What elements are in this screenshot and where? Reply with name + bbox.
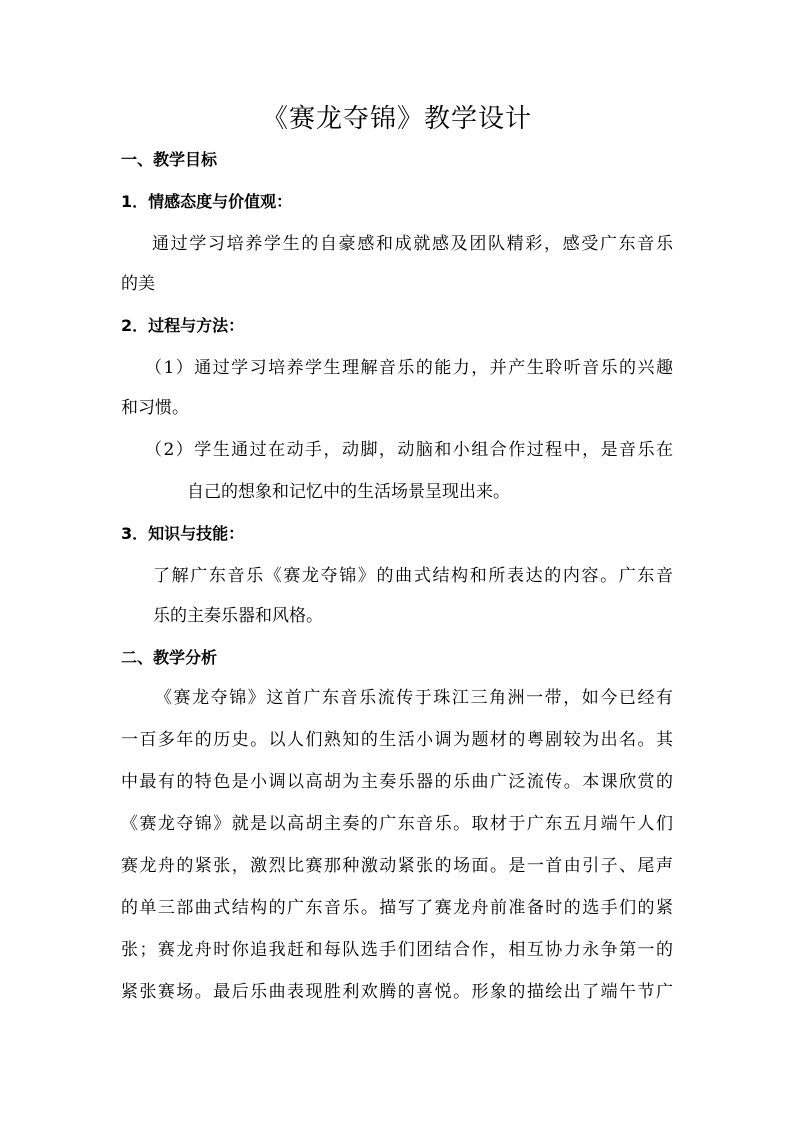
item-heading-attitude: 1．情感态度与价值观： [121, 192, 293, 211]
paragraph-line: 了解广东音乐《赛龙夺锦》的曲式结构和所表达的内容。广东音 [153, 566, 673, 586]
paragraph-line: 的单三部曲式结构的广东音乐。描写了赛龙舟前准备时的选手们的紧 [121, 898, 673, 918]
paragraph-line: 赛龙舟的紧张，激烈比赛那种激动紧张的场面。是一首由引子、尾声 [121, 856, 673, 876]
paragraph-line: 通过学习培养学生的自豪感和成就感及团队精彩，感受广东音乐 [152, 234, 673, 254]
paragraph-line: 自己的想象和记忆中的生活场景呈现出来。 [187, 482, 510, 502]
paragraph-line: 张；赛龙舟时你追我赶和每队选手们团结合作，相互协力永争第一的 [121, 940, 673, 960]
paragraph-line: （1）通过学习培养学生理解音乐的能力，并产生聆听音乐的兴趣 [145, 358, 673, 378]
paragraph-line: 中最有的特色是小调以高胡为主奏乐器的乐曲广泛流传。本课欣赏的 [121, 772, 673, 792]
section-heading-analysis: 二、教学分析 [121, 648, 218, 667]
paragraph-line: 一百多年的历史。以人们熟知的生活小调为题材的粤剧较为出名。其 [121, 730, 673, 750]
page-title: 《赛龙夺锦》教学设计 [261, 104, 532, 134]
paragraph-line: 《赛龙夺锦》就是以高胡主奏的广东音乐。取材于广东五月端午人们 [121, 814, 673, 834]
paragraph-line: 的美 [121, 274, 155, 294]
paragraph-line: 和习惯。 [121, 398, 189, 418]
item-heading-knowledge: 3．知识与技能： [121, 524, 245, 543]
paragraph-line: 紧张赛场。最后乐曲表现胜利欢腾的喜悦。形象的描绘出了端午节广 [121, 982, 673, 1002]
item-heading-process: 2．过程与方法： [121, 316, 245, 335]
paragraph-line: 《赛龙夺锦》这首广东音乐流传于珠江三角洲一带，如今已经有 [155, 688, 673, 708]
section-heading-objectives: 一、教学目标 [121, 150, 218, 169]
paragraph-line: （2）学生通过在动手，动脚，动脑和小组合作过程中，是音乐在 [145, 440, 673, 460]
paragraph-line: 乐的主奏乐器和风格。 [153, 606, 323, 626]
